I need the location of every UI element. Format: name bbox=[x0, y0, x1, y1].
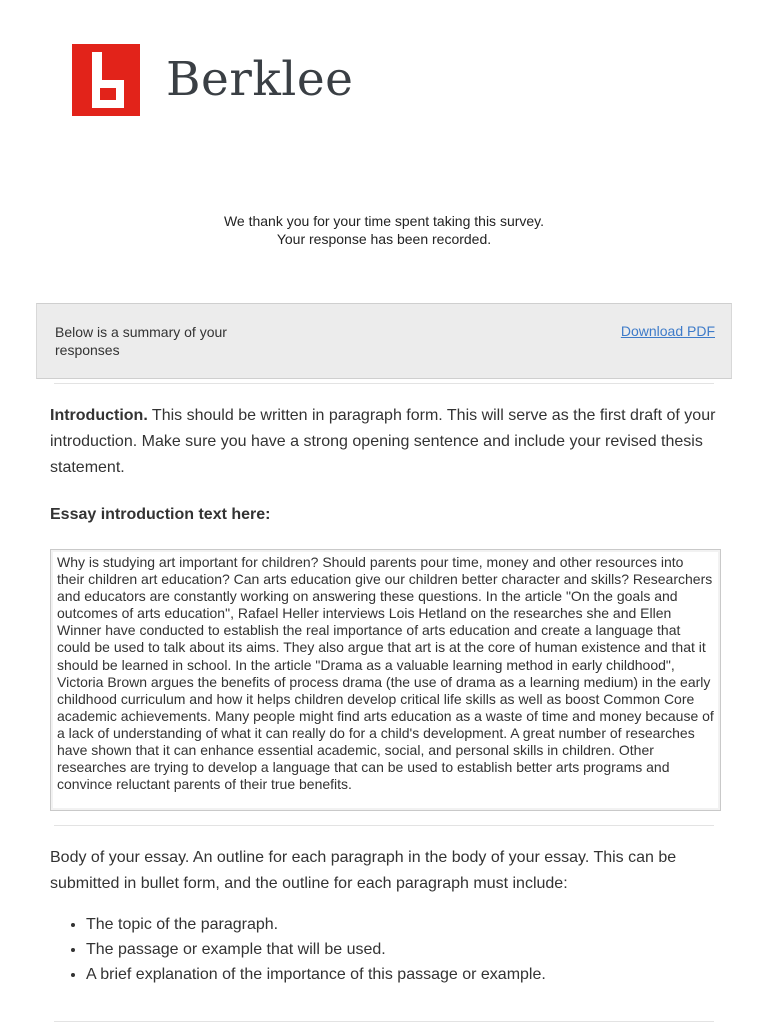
list-item: • The topic of the paragraph. bbox=[86, 912, 546, 937]
summary-label: Below is a summary of your responses bbox=[55, 324, 227, 358]
list-item: • The passage or example that will be used. bbox=[86, 937, 546, 962]
download-pdf-link[interactable]: Download PDF bbox=[620, 323, 715, 339]
body-prompt: Body of your essay. An outline for each paragraph in the body of your essay. This can be submitted in bullet form, and the outline for each paragraph must include: bbox=[50, 849, 677, 892]
introduction-label: Introduction. bbox=[50, 407, 148, 424]
berklee-logo-mark-icon bbox=[72, 44, 140, 116]
response-recorded-line: Your response has been recorded. bbox=[276, 231, 492, 247]
thank-you-message bbox=[0, 212, 768, 248]
divider bbox=[54, 1021, 714, 1022]
essay-response-textarea[interactable]: Why is studying art important for children? Should parents pour time, money and other resources into their children art education? Can arts education give our children better character and skills? Researchers and educators are constantly working on answering these questions. In the article "On the goals and outcomes of arts education", Rafael Heller interviews Lois Hetland on the researches she and Ellen Winner have conducted to establish the real importance of arts education and create a language that could be used to talk about its aims. They also argue that art is at the core of human existence and that it should be learned in school. In the article "Drama as a valuable learning method in early childhood", Victoria Brown argues the benefits of process drama (the use of drama as a learning medium) in the early childhood curriculum and how it helps children develop critical life skills as well as boost Common Core academic achievements. Many people might find arts education as a waste of time and money because of a lack of understanding of what it can really do for a child's development. A great number of researches have shown that it can enhance essential academic, social, and personal skills in children. Other researches are trying to develop a language that can be used to establish better arts programs and convince reluctant parents of their true benefits. bbox=[50, 549, 721, 811]
summary-bar bbox=[36, 303, 732, 379]
divider bbox=[54, 825, 714, 826]
divider bbox=[54, 383, 714, 384]
introduction-prompt bbox=[50, 403, 720, 481]
berklee-logo bbox=[72, 44, 372, 118]
introduction-instructions: This should be written in paragraph form. This will serve as the first draft of your introduction. Make sure you have a strong opening sentence and include your revised thesis statement. bbox=[50, 407, 716, 476]
list-item: • A brief explanation of the importance of this passage or example. bbox=[86, 962, 546, 987]
essay-question-heading: Essay introduction text here: bbox=[50, 506, 271, 523]
outline-requirements-list bbox=[50, 912, 546, 987]
brand-name: Berklee bbox=[166, 52, 354, 107]
thank-you-line: We thank you for your time spent taking this survey. bbox=[223, 213, 545, 229]
